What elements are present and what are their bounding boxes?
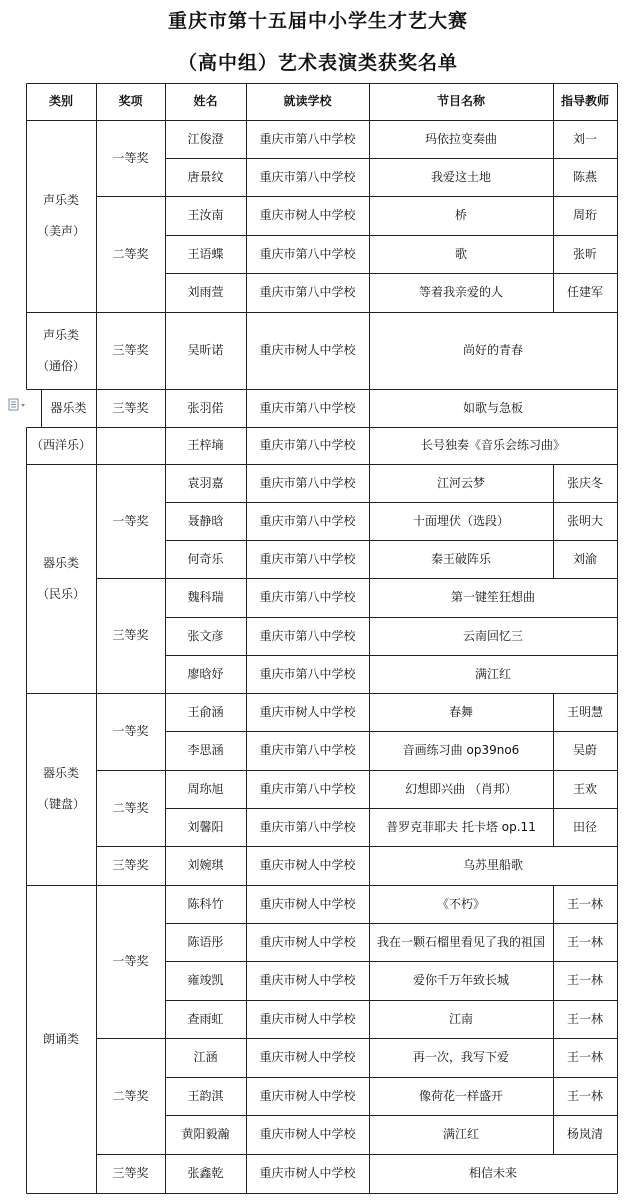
row-program: 爱你千万年致长城 (412, 973, 509, 987)
row-school: 重庆市第八中学校 (259, 131, 356, 146)
row-school: 重庆市第八中学校 (259, 743, 356, 757)
row-program: 如歌与急板 (462, 400, 523, 415)
category-folk-line: 器乐类 (42, 555, 79, 570)
category-folk-line: （民乐） (36, 586, 85, 601)
row-school: 重庆市树人中学校 (259, 1127, 356, 1141)
row-program: 满江红 (474, 666, 511, 681)
category-keyboard-line: （键盘） (36, 797, 85, 811)
row-name: 张鑫乾 (187, 1166, 224, 1180)
category-western: （西洋乐） (30, 438, 91, 452)
row-program: 歌 (454, 246, 467, 261)
row-school: 重庆市树人中学校 (259, 343, 356, 357)
row-teacher: 吴蔚 (572, 743, 597, 757)
category-folk (26, 464, 96, 693)
row-school: 重庆市第八中学校 (259, 819, 356, 834)
row-school: 重庆市第八中学校 (259, 513, 356, 528)
header-school: 就读学校 (283, 94, 332, 108)
row-name: 雍竣凯 (187, 973, 224, 987)
row-teacher: 杨岚清 (566, 1127, 603, 1141)
award-second: 二等奖 (112, 800, 149, 815)
category-vocal-pop-line: 声乐类 (42, 327, 79, 342)
row-school: 重庆市树人中学校 (259, 1050, 356, 1064)
row-school: 重庆市树人中学校 (259, 208, 356, 222)
row-teacher: 刘渝 (572, 551, 597, 566)
row-school: 重庆市树人中学校 (259, 1011, 356, 1026)
row-teacher: 陈燕 (572, 169, 597, 184)
row-program: 长号独奏《音乐会练习曲》 (420, 438, 565, 452)
row-school: 重庆市第八中学校 (259, 285, 356, 299)
header-teacher: 指导教师 (560, 94, 609, 108)
row-name: 唐景纹 (187, 169, 224, 184)
row-name: 袁羽嘉 (187, 475, 224, 490)
row-name: 王韵淇 (187, 1088, 224, 1103)
row-school: 重庆市树人中学校 (259, 858, 356, 872)
row-teacher: 周珩 (572, 208, 597, 222)
row-program: 玛依拉变奏曲 (424, 131, 497, 146)
row-school: 重庆市树人中学校 (259, 896, 356, 911)
row-program: 桥 (454, 208, 467, 222)
row-name: 陈语彤 (187, 934, 224, 949)
row-program: 云南回忆三 (462, 628, 523, 643)
row-program: 我在一颗石榴里看见了我的祖国 (376, 934, 545, 949)
row-program: 像荷花一样盛开 (418, 1088, 503, 1103)
row-program: 再一次，我写下爱 (412, 1050, 509, 1064)
row-program: 乌苏里船歌 (462, 858, 523, 872)
row-school: 重庆市第八中学校 (259, 400, 356, 415)
award-third: 三等奖 (112, 628, 149, 642)
award-third: 三等奖 (112, 400, 149, 415)
row-name: 陈科竹 (187, 896, 224, 911)
row-teacher: 王明慧 (566, 704, 603, 719)
header-program: 节目名称 (436, 94, 485, 108)
row-school: 重庆市第八中学校 (259, 438, 356, 452)
row-name: 李思涵 (187, 743, 224, 757)
award-first: 一等奖 (112, 513, 149, 528)
row-school: 重庆市第八中学校 (259, 475, 356, 490)
award-first: 一等奖 (112, 150, 149, 165)
row-teacher: 张明大 (566, 513, 603, 528)
row-program: 尚好的青春 (462, 343, 523, 357)
row-program: 幻想即兴曲 （肖邦） (405, 781, 517, 796)
row-school: 重庆市树人中学校 (259, 704, 356, 719)
category-keyboard (26, 693, 96, 885)
row-program: 我爱这土地 (430, 169, 491, 184)
row-program: 等着我亲爱的人 (418, 285, 503, 299)
row-name: 王俞涵 (187, 704, 224, 719)
category-instrumental: 器乐类 (50, 400, 87, 415)
row-name: 江涵 (193, 1050, 218, 1064)
header-award: 奖项 (118, 94, 143, 108)
row-teacher: 王欢 (572, 781, 597, 796)
document-subtitle: （高中组）艺术表演类获奖名单 (177, 52, 458, 74)
award-third: 三等奖 (112, 343, 149, 357)
row-name: 刘婉琪 (187, 858, 224, 872)
row-school: 重庆市第八中学校 (259, 246, 356, 261)
row-name: 刘雨萱 (187, 285, 224, 299)
document-icon (8, 398, 26, 412)
row-program: 十面埋伏（选段） (412, 513, 509, 528)
row-teacher: 张昕 (572, 246, 597, 261)
row-teacher: 王一林 (566, 934, 603, 949)
row-program: 《不朽》 (436, 896, 485, 911)
document-title: 重庆市第十五届中小学生才艺大赛 (167, 10, 468, 32)
row-teacher: 任建军 (566, 285, 603, 299)
row-program: 相信未来 (468, 1166, 517, 1180)
row-school: 重庆市树人中学校 (259, 973, 356, 987)
category-vocal-bel-canto (26, 120, 96, 312)
row-school: 重庆市第八中学校 (259, 551, 356, 566)
row-teacher: 王一林 (566, 1050, 603, 1064)
award-second: 二等奖 (112, 246, 149, 261)
row-program: 满江红 (442, 1127, 479, 1141)
award-first: 一等奖 (112, 724, 149, 738)
row-program: 江河云梦 (436, 475, 485, 490)
row-name: 何奇乐 (187, 551, 224, 566)
row-school: 重庆市第八中学校 (259, 666, 356, 681)
header-category: 类别 (48, 94, 73, 108)
row-program: 春舞 (448, 704, 473, 719)
row-teacher: 王一林 (566, 973, 603, 987)
row-teacher: 王一林 (566, 1088, 603, 1103)
row-program: 普罗克菲耶夫 托卡塔 op.11 (386, 819, 536, 834)
row-name: 刘馨阳 (187, 819, 224, 834)
row-name: 廖晗妤 (187, 666, 224, 681)
row-school: 重庆市树人中学校 (259, 1088, 356, 1103)
row-school: 重庆市第八中学校 (259, 590, 356, 604)
row-name: 王梓墒 (187, 438, 224, 452)
row-teacher: 田径 (572, 819, 597, 834)
row-program: 江南 (448, 1011, 473, 1026)
row-name: 江俊澄 (187, 131, 224, 146)
row-teacher: 王一林 (566, 896, 603, 911)
row-program: 第一键笙狂想曲 (450, 590, 535, 604)
row-name: 聂静晗 (187, 513, 224, 528)
row-name: 王语蝶 (187, 246, 224, 261)
row-name: 周珎旭 (187, 781, 224, 796)
row-teacher: 张庆冬 (566, 475, 603, 490)
row-teacher: 王一林 (566, 1011, 603, 1026)
row-school: 重庆市树人中学校 (259, 934, 356, 949)
row-name: 张羽偌 (187, 400, 224, 415)
row-program: 音画练习曲 op39no6 (402, 743, 520, 757)
row-teacher: 刘一 (572, 131, 597, 146)
award-third: 三等奖 (112, 858, 149, 872)
row-name: 吴昕诺 (187, 343, 224, 357)
row-school: 重庆市第八中学校 (259, 628, 356, 643)
row-name: 魏科瑞 (187, 590, 224, 604)
row-school: 重庆市树人中学校 (259, 1166, 356, 1180)
row-school: 重庆市第八中学校 (259, 169, 356, 184)
category-vocal-pop (26, 312, 96, 389)
row-school: 重庆市第八中学校 (259, 781, 356, 796)
category-vocal-bel-canto-line: 声乐类 (42, 193, 79, 207)
category-recitation: 朗诵类 (42, 1031, 79, 1046)
row-name: 张文彦 (187, 628, 224, 643)
row-name: 黄阳毅瀚 (181, 1127, 230, 1141)
row-program: 秦王破阵乐 (430, 551, 491, 566)
category-vocal-bel-canto-line: （美声） (36, 224, 85, 238)
header-name: 姓名 (193, 94, 218, 108)
category-keyboard-line: 器乐类 (42, 766, 79, 780)
award-second: 二等奖 (112, 1088, 149, 1103)
award-first: 一等奖 (112, 954, 149, 968)
row-name: 查雨虹 (187, 1011, 224, 1026)
award-third: 三等奖 (112, 1166, 149, 1180)
row-name: 王汝南 (187, 208, 224, 222)
category-vocal-pop-line: （通俗） (36, 358, 85, 373)
